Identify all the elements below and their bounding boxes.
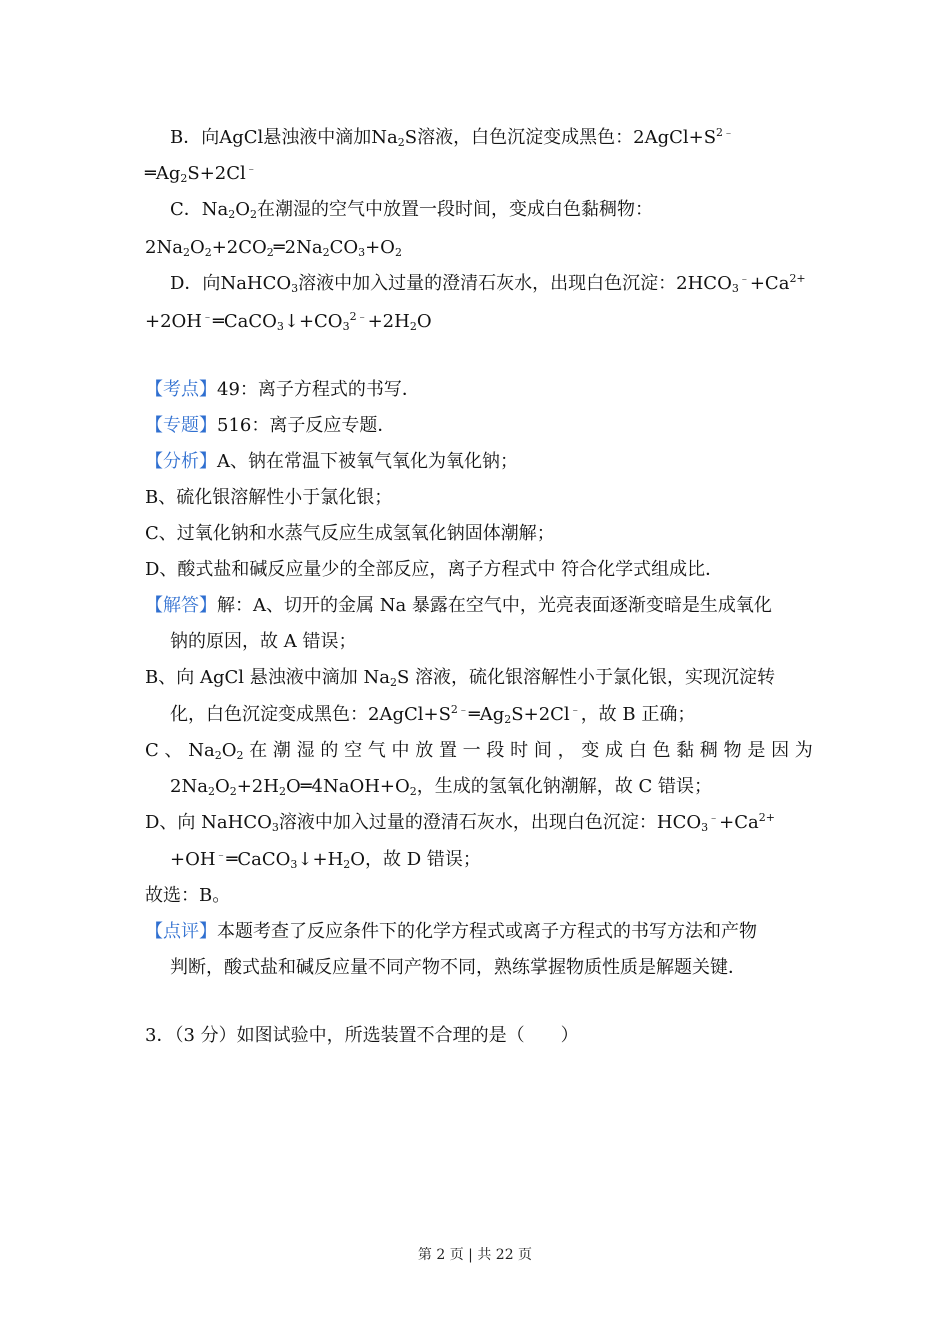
jieda-b-line1: B、向 AgCl 悬浊液中滴加 $Na_2S$ 溶液，硫化银溶解性小于氯化银，实现沉淀转: [145, 667, 775, 689]
jieda-c-line1: C 、 $Na_2O_2$ 在 潮 湿 的 空 气 中 放 置 一 段 时 间 ， 变 成 白 色 黏 稠 物 是 因 为: [145, 740, 813, 762]
dianping-line2: 判断，酸式盐和碱反应量不同产物不同，熟练掌握物质性质是解题关键．: [170, 957, 746, 978]
kaodian-line: 【考点】49：离子方程式的书写．: [145, 379, 420, 400]
page-footer: 第 2 页 | 共 22 页: [417, 1247, 533, 1263]
zhuanti-line: 【专题】516：离子反应专题．: [145, 415, 396, 436]
jieda-conclusion: 故选：B。: [145, 885, 231, 906]
fenxi-line4: D、酸式盐和碱反应量少的全部反应，离子方程式中 符合化学式组成比．: [145, 559, 724, 580]
option-b-line1: B．向AgCl悬浊液中滴加$Na_2S$溶液，白色沉淀变成黑色：$2AgCl+S^{2﹣}$: [170, 126, 735, 149]
option-c-line1: C．$Na_2O_2$在潮湿的空气中放置一段时间，变成白色黏稠物：: [170, 199, 654, 221]
option-c-equation: $2Na_2O_2+2CO_2═2Na_2CO_3+O_2$: [145, 237, 402, 259]
fenxi-line3: C、过氧化钠和水蒸气反应生成氢氧化钠固体潮解；: [145, 523, 555, 544]
question-3: 3．（3 分）如图试验中，所选装置不合理的是（ ）: [145, 1025, 579, 1046]
jieda-c-line2: $2Na_2O_2+2H_2O═4NaOH+O_2$，生成的氢氧化钠潮解，故 C 错误；: [170, 776, 712, 798]
option-d-line2: $+2OH^﹣═CaCO_3↓+CO_3^{2﹣}+2H_2O$: [145, 310, 432, 333]
fenxi-line1: 【分析】A、钠在常温下被氧气氧化为氧化钠；: [145, 451, 518, 472]
fenxi-tag: 【分析】: [145, 451, 217, 472]
jieda-a-line1: 【解答】解：A、切开的金属 Na 暴露在空气中，光亮表面逐渐变暗是生成氧化: [145, 595, 772, 616]
fenxi-line2: B、硫化银溶解性小于氯化银；: [145, 487, 393, 508]
jieda-tag: 【解答】: [145, 595, 217, 616]
kaodian-tag: 【考点】: [145, 379, 217, 400]
jieda-b-line2: 化，白色沉淀变成黑色：$2AgCl+S^{2﹣}═Ag_2S+2Cl^﹣$，故 B 正确；: [170, 703, 696, 726]
jieda-d-line1: D、向 NaHCO$_3$溶液中加入过量的澄清石灰水，出现白色沉淀：$HCO_3^﹣+Ca^{2+}$: [145, 811, 775, 834]
zhuanti-tag: 【专题】: [145, 415, 217, 436]
option-b-line2: $═Ag_2S+2Cl^﹣$: [145, 162, 257, 185]
dianping-line1: 【点评】本题考查了反应条件下的化学方程式或离子方程式的书写方法和产物: [145, 921, 757, 942]
jieda-d-line2: $+OH^﹣═CaCO_3↓+H_2O$，故 D 错误；: [170, 848, 481, 871]
jieda-a-line2: 钠的原因，故 A 错误；: [170, 631, 357, 652]
option-d-line1: D．向NaHCO$_3$溶液中加入过量的澄清石灰水，出现白色沉淀：$2HCO_3^﹣+Ca^{2+}$: [170, 272, 806, 295]
dianping-tag: 【点评】: [145, 921, 217, 942]
